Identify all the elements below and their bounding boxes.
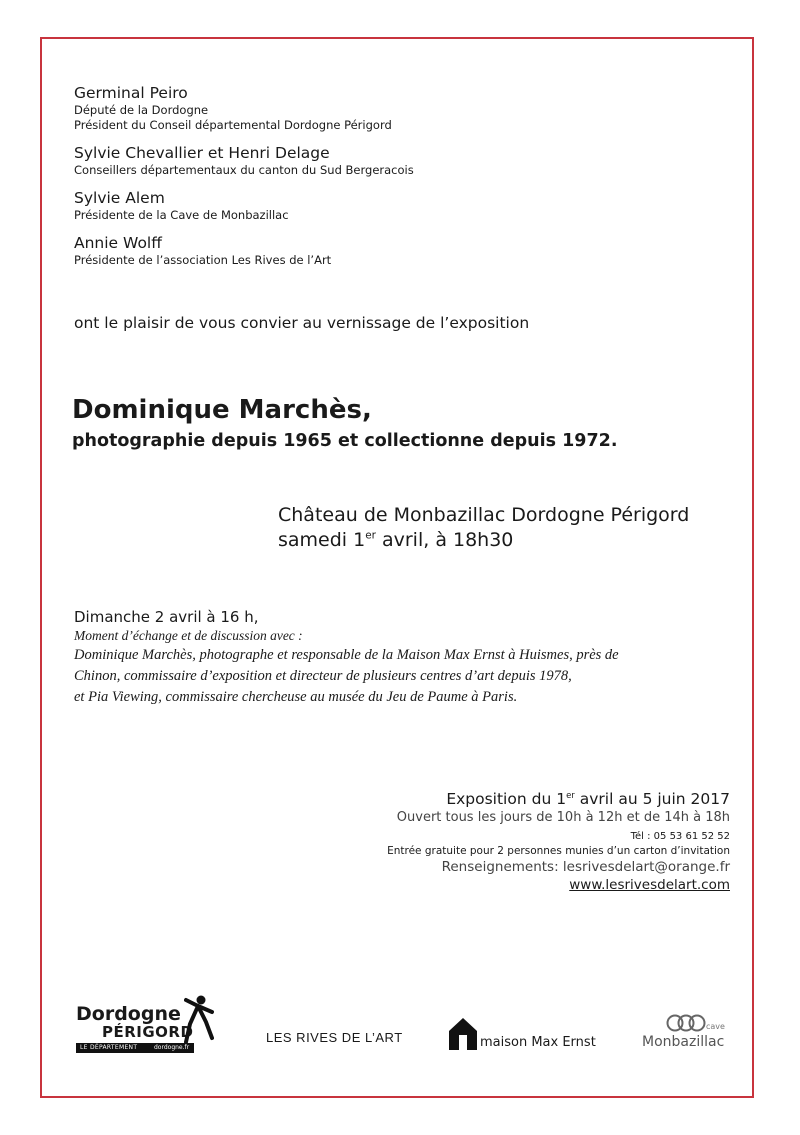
talk-block [74,608,754,708]
dordogne-logo-tag: LE DÉPARTEMENT [80,1044,138,1051]
cave-label: cave [706,1022,725,1031]
hosts-list [74,84,414,279]
talk-line: et Pia Viewing, commissaire chercheuse au musée du Jeu de Paume à Paris. [74,689,518,705]
dordogne-logo [72,994,217,1054]
cave-monbazillac-name: Monbazillac [642,1034,725,1050]
host-name: Sylvie Alem [74,189,165,207]
host-role: Présidente de la Cave de Monbazillac [74,208,289,222]
maison-max-ernst-name: maison Max Ernst [480,1035,596,1050]
phone-number: Tél : 05 53 61 52 52 [630,831,730,842]
dordogne-logo-name: Dordogne [76,1003,181,1025]
talk-day: Dimanche 2 avril à 16 h, [74,608,259,626]
rives-de-lart-name: LES RIVES DE L’ART [266,1030,403,1045]
dordogne-logo-region: PÉRIGORD [102,1023,194,1041]
dordogne-logo-url: dordogne.fr [154,1044,190,1051]
host-name: Germinal Peiro [74,84,188,102]
house-icon [448,1017,478,1051]
artist-subtitle: photographie depuis 1965 et collectionne depuis 1972. [72,431,618,451]
partner-logos [0,990,800,1070]
host-entry [74,84,414,133]
dancer-figure-icon [184,994,214,1046]
venue-block [278,503,689,553]
website-link[interactable]: www.lesrivesdelart.com [569,877,730,893]
talk-line: Chinon, commissaire d’exposition et directeur de plusieurs centres d’art depuis 1978, [74,668,572,684]
invitation-line: ont le plaisir de vous convier au vernissage de l’exposition [74,314,530,332]
cave-circles-icon [666,1012,706,1034]
exhibition-info [387,789,730,895]
talk-intro: Moment d’échange et de discussion avec : [74,628,303,643]
venue-date [278,528,689,553]
rives-de-lart-logo [266,1030,403,1045]
dates-sup: er [566,790,575,801]
dates-prefix: Exposition du 1 [446,790,567,808]
host-name: Sylvie Chevallier et Henri Delage [74,144,330,162]
host-role: Député de la Dordogne [74,103,209,117]
host-entry [74,234,414,268]
dates-suffix: avril au 5 juin 2017 [574,790,730,808]
maison-max-ernst-logo [448,1017,596,1053]
opening-hours: Ouvert tous les jours de 10h à 12h et de 14h à 18h [396,810,730,825]
venue-date-prefix: samedi 1 [278,529,366,551]
host-role: Président du Conseil départemental Dordogne Périgord [74,118,392,132]
host-name: Annie Wolff [74,234,162,252]
venue-date-suffix: avril, à 18h30 [375,529,514,551]
venue-date-sup: er [365,529,376,542]
artist-name: Dominique Marchès, [72,395,372,425]
free-entry-note: Entrée gratuite pour 2 personnes munies d’un carton d’invitation [387,845,730,857]
host-entry [74,144,414,178]
host-role: Présidente de l’association Les Rives de l’Art [74,253,332,267]
venue-place: Château de Monbazillac Dordogne Périgord [278,504,690,526]
exhibition-dates [387,789,730,809]
contact-email[interactable]: Renseignements: lesrivesdelart@orange.fr [441,859,730,875]
host-entry [74,189,414,223]
talk-line: Dominique Marchès, photographe et responsable de la Maison Max Ernst à Huismes, près de [74,647,619,663]
artist-heading [72,392,617,454]
host-role: Conseillers départementaux du canton du Sud Bergeracois [74,163,414,177]
